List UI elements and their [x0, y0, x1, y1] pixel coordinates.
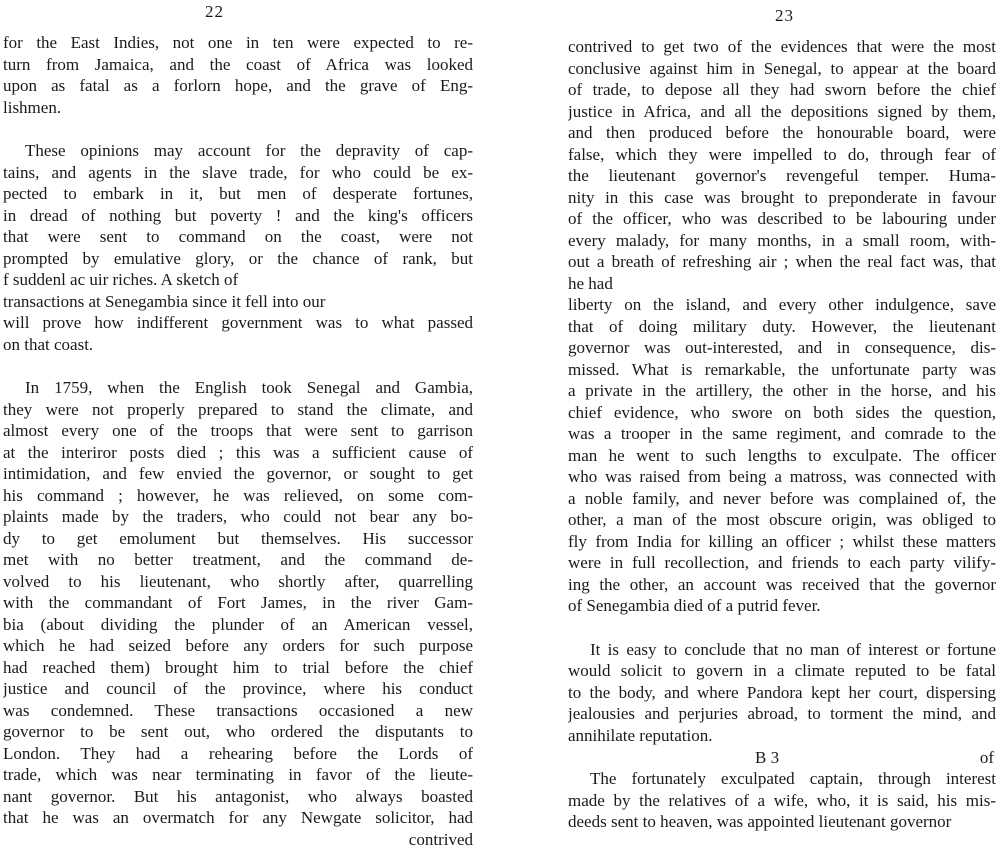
text-line: of Senegambia died of a putrid fever. — [568, 595, 996, 617]
right-page-text — [568, 36, 996, 833]
text-line: intimidation, and few envied the governor, or sought to get — [3, 463, 473, 485]
text-line: The fortunately exculpated captain, through interest — [568, 768, 996, 790]
text-line: and then produced before the honourable board, were — [568, 122, 996, 144]
text-line: who was raised from being a matross, was connected with — [568, 466, 996, 488]
text-line: out a breath of refreshing air ; when the real fact was, that — [568, 251, 996, 273]
text-line: f suddenl ac uir riches. A sketch of — [3, 269, 473, 291]
text-line: volved to his lieutenant, who shortly after, quarrelling — [3, 571, 473, 593]
text-line: to the body, and where Pandora kept her court, dispersing — [568, 682, 996, 704]
text-line: on that coast. — [3, 334, 473, 356]
text-line: a private in the artillery, the other in the horse, and his — [568, 380, 996, 402]
text-line: In 1759, when the English took Senegal and Gambia, — [3, 377, 473, 399]
text-line: contrived — [3, 829, 473, 850]
text-line: lishmen. — [3, 97, 473, 119]
text-line: governor was out-interested, and in consequence, dis- — [568, 337, 996, 359]
text-line: conclusive against him in Senegal, to appear at the board — [568, 58, 996, 80]
text-line: missed. What is remarkable, the unfortunate party was — [568, 359, 996, 381]
text-line: plaints made by the traders, who could not bear any bo- — [3, 506, 473, 528]
text-line: justice in Africa, and all the depositions signed by them, — [568, 101, 996, 123]
text-line: at the interiror posts died ; this was a sufficient cause of — [3, 442, 473, 464]
text-line: of trade, to depose all they had sworn before the chief — [568, 79, 996, 101]
text-line: a noble family, and never before was complained of, the — [568, 488, 996, 510]
text-line: liberty on the island, and every other indulgence, save — [568, 294, 996, 316]
text-line: he had — [568, 273, 996, 295]
text-line: that of doing military duty. However, the lieutenant — [568, 316, 996, 338]
text-line: man he went to such lengths to exculpate. The officer — [568, 445, 996, 467]
text-line: which he had seized before any orders for such purpose — [3, 635, 473, 657]
text-line: London. They had a rehearing before the Lords of — [3, 743, 473, 765]
text-line: the lieutenant governor's revengeful temper. Huma- — [568, 165, 996, 187]
text-line: chief evidence, who swore on both sides the question, — [568, 402, 996, 424]
right-page-number: 23 — [775, 6, 794, 26]
text-line: nant governor. But his antagonist, who always boasted — [3, 786, 473, 808]
text-line: that were sent to command on the coast, were not — [3, 226, 473, 248]
text-line: they were not properly prepared to stand the climate, and — [3, 399, 473, 421]
text-line: prompted by emulative glory, or the chance of rank, but — [3, 248, 473, 270]
right-page — [550, 0, 1000, 771]
text-line: every malady, for many months, in a small room, with- — [568, 230, 996, 252]
paragraph-gap — [3, 355, 473, 377]
text-line: nity in this case was brought to preponderate in favour — [568, 187, 996, 209]
text-line: in dread of nothing but poverty ! and the king's officers — [3, 205, 473, 227]
paragraph-gap — [568, 617, 996, 639]
paragraph-gap — [3, 118, 473, 140]
text-line: tains, and agents in the slave trade, for who could be ex- — [3, 162, 473, 184]
text-line: deeds sent to heaven, was appointed lieutenant governor — [568, 811, 996, 833]
catchword: of — [980, 748, 994, 768]
text-line: trade, which was near terminating in favor of the lieute- — [3, 764, 473, 786]
text-line: met with no better treatment, and the command de- — [3, 549, 473, 571]
text-line: jealousies and perjuries abroad, to torment the mind, and — [568, 703, 996, 725]
text-line: will prove how indifferent government was to what passed — [3, 312, 473, 334]
text-line: were in full recollection, and friends to each party vilify- — [568, 552, 996, 574]
text-line: had reached them) brought him to trial before the chief — [3, 657, 473, 679]
text-line: bia (about dividing the plunder of an American vessel, — [3, 614, 473, 636]
text-line: made by the relatives of a wife, who, it is said, his mis- — [568, 790, 996, 812]
text-line: was a trooper in the same regiment, and comrade to the — [568, 423, 996, 445]
text-line: of the officer, who was described to be labouring under — [568, 208, 996, 230]
text-line: governor to be sent out, who ordered the disputants to — [3, 721, 473, 743]
text-line: annihilate reputation. — [568, 725, 996, 747]
text-line: transactions at Senegambia since it fell into our — [3, 291, 473, 313]
text-line: almost every one of the troops that were sent to garrison — [3, 420, 473, 442]
paragraph-gap — [568, 746, 996, 768]
left-page — [0, 0, 478, 771]
text-line: fly from India for killing an officer ; whilst these matters — [568, 531, 996, 553]
text-line: ing the other, an account was received that the governor — [568, 574, 996, 596]
text-line: These opinions may account for the depravity of cap- — [3, 140, 473, 162]
text-line: dy to get emolument but themselves. His successor — [3, 528, 473, 550]
text-line: false, which they were impelled to do, through fear of — [568, 144, 996, 166]
text-line: that he was an overmatch for any Newgate solicitor, had — [3, 807, 473, 829]
text-line: upon as fatal as a forlorn hope, and the grave of Eng- — [3, 75, 473, 97]
text-line: would solicit to govern in a climate reputed to be fatal — [568, 660, 996, 682]
text-line: pected to embark in it, but men of desperate fortunes, — [3, 183, 473, 205]
left-page-text — [3, 32, 473, 850]
text-line: for the East Indies, not one in ten were expected to re- — [3, 32, 473, 54]
text-line: other, a man of the most obscure origin, was obliged to — [568, 509, 996, 531]
text-line: his command ; however, he was relieved, on some com- — [3, 485, 473, 507]
text-line: justice and council of the province, where his conduct — [3, 678, 473, 700]
text-line: was condemned. These transactions occasioned a new — [3, 700, 473, 722]
text-line: contrived to get two of the evidences that were the most — [568, 36, 996, 58]
text-line: with the commandant of Fort James, in the river Gam- — [3, 592, 473, 614]
signature-mark: B 3 — [755, 748, 779, 768]
text-line: turn from Jamaica, and the coast of Africa was looked — [3, 54, 473, 76]
text-line: It is easy to conclude that no man of interest or fortune — [568, 639, 996, 661]
left-page-number: 22 — [205, 2, 224, 22]
